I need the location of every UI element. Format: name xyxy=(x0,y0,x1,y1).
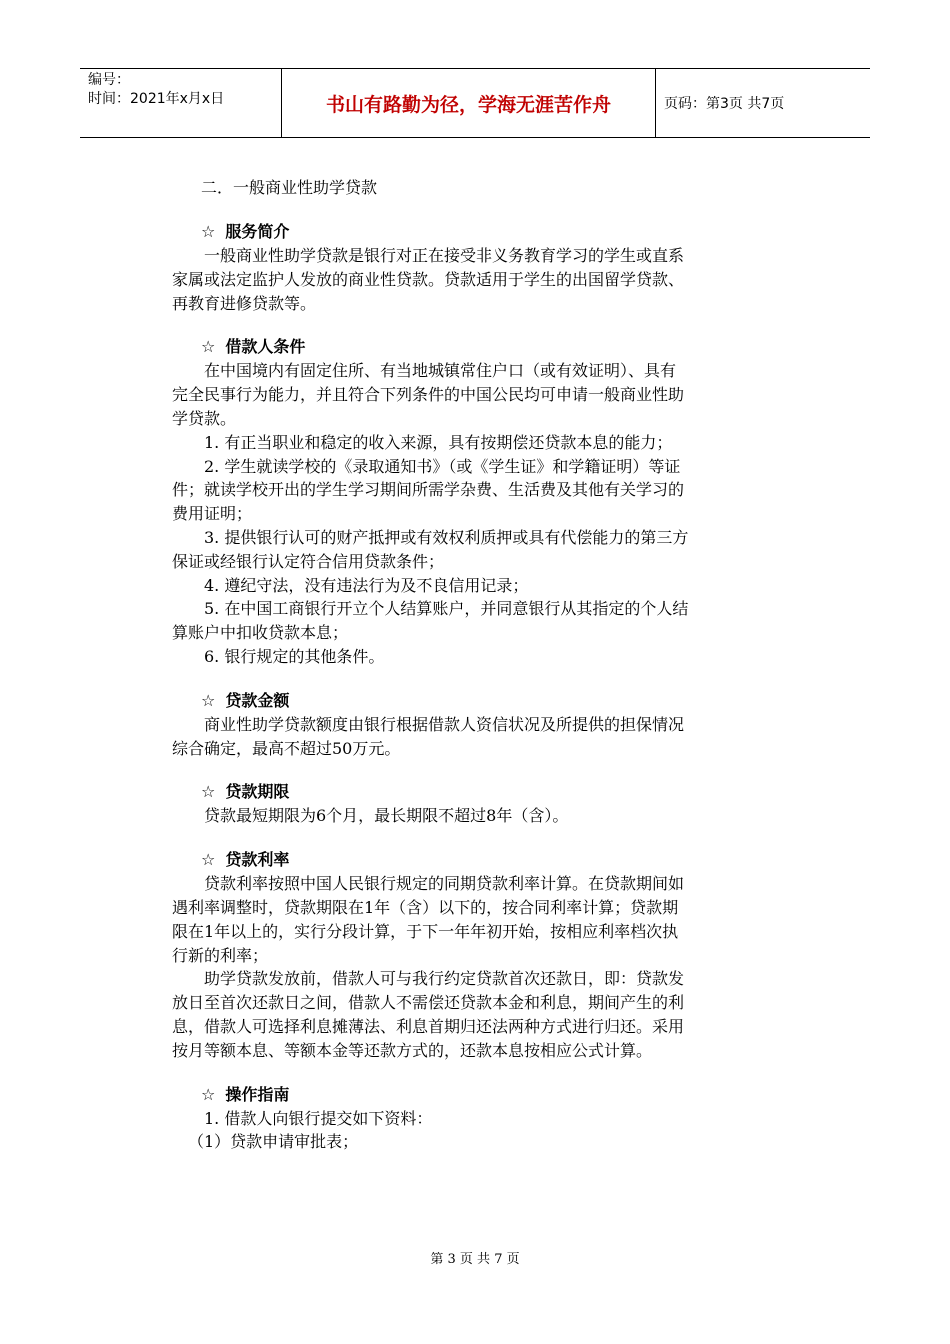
list-item: （1）贷款申请审批表； xyxy=(188,1132,359,1152)
paragraph-line: 商业性助学贷款额度由银行根据借款人资信状况及所提供的担保情况 xyxy=(204,714,685,734)
star-icon: ☆ xyxy=(201,690,216,710)
list-item: 3. 提供银行认可的财产抵押或有效权利质押或具有代偿能力的第三方 xyxy=(204,527,689,547)
paragraph-line: 件；就读学校开出的学生学习期间所需学杂费、生活费及其他有关学习的 xyxy=(172,480,685,500)
paragraph-line: 再教育进修贷款等。 xyxy=(172,293,317,313)
list-item: 6. 银行规定的其他条件。 xyxy=(204,646,385,666)
paragraph-line: 按月等额本息、等额本金等还款方式的，还款本息按相应公式计算。 xyxy=(172,1040,653,1060)
paragraph-line: 家属或法定监护人发放的商业性贷款。贷款适用于学生的出国留学贷款、 xyxy=(172,269,685,289)
paragraph-line: 放日至首次还款日之间，借款人不需偿还贷款本金和利息，期间产生的利 xyxy=(172,993,685,1013)
list-item: 2. 学生就读学校的《录取通知书》（或《学生证》和学籍证明）等证 xyxy=(204,456,681,476)
heading-amount: ☆ 贷款金额 xyxy=(201,690,290,710)
paragraph-line: 学贷款。 xyxy=(172,408,237,428)
paragraph-line: 完全民事行为能力，并且符合下列条件的中国公民均可申请一般商业性助 xyxy=(172,385,685,405)
paragraph-line: 在中国境内有固定住所、有当地城镇常住户口（或有效证明）、具有 xyxy=(204,361,677,381)
page-footer: 第 3 页 共 7 页 xyxy=(430,1252,520,1267)
header-motto: 书山有路勤为径，学海无涯苦作舟 xyxy=(282,69,656,137)
paragraph-line: 限在1年以上的，实行分段计算，于下一年年初开始，按相应利率档次执 xyxy=(172,921,679,941)
header-page-label: 页码：第3页 共7页 xyxy=(664,96,785,112)
paragraph-line: 行新的利率； xyxy=(172,945,269,965)
paragraph-line: 贷款利率按照中国人民银行规定的同期贷款利率计算。在贷款期间如 xyxy=(204,874,685,894)
heading-borrower: ☆ 借款人条件 xyxy=(201,337,306,357)
list-item: 5. 在中国工商银行开立个人结算账户，并同意银行从其指定的个人结 xyxy=(204,599,689,619)
star-icon: ☆ xyxy=(201,782,216,802)
heading-term: ☆ 贷款期限 xyxy=(201,782,290,802)
paragraph-line: 保证或经银行认定符合信用贷款条件； xyxy=(172,551,445,571)
star-icon: ☆ xyxy=(201,1084,216,1104)
paragraph-line: 综合确定，最高不超过50万元。 xyxy=(172,738,401,758)
list-item: 4. 遵纪守法，没有违法行为及不良信用记录； xyxy=(204,575,529,595)
list-item: 1. 借款人向银行提交如下资料： xyxy=(204,1108,433,1128)
heading-guide: ☆ 操作指南 xyxy=(201,1084,290,1104)
paragraph-line: 遇利率调整时，贷款期限在1年（含）以下的，按合同利率计算；贷款期 xyxy=(172,897,679,917)
star-icon: ☆ xyxy=(201,337,216,357)
paragraph-line: 一般商业性助学贷款是银行对正在接受非义务教育学习的学生或直系 xyxy=(204,246,685,265)
paragraph-line: 贷款最短期限为6个月，最长期限不超过8年（含）。 xyxy=(204,806,569,826)
heading-service: ☆ 服务简介 xyxy=(201,222,290,241)
star-icon: ☆ xyxy=(201,222,216,241)
section-title: 二．一般商业性助学贷款 xyxy=(201,178,378,197)
paragraph-line: 费用证明； xyxy=(172,504,253,524)
number-label: 编号： xyxy=(88,72,130,88)
time-label: 时间：2021年x月x日 xyxy=(88,91,225,107)
page-header xyxy=(80,68,870,138)
list-item: 1. 有正当职业和稳定的收入来源，具有按期偿还贷款本息的能力； xyxy=(204,432,673,452)
document-body xyxy=(172,176,792,1154)
paragraph-line: 息，借款人可选择利息摊薄法、利息首期归还法两种方式进行归还。采用 xyxy=(172,1016,685,1036)
header-meta xyxy=(80,69,282,137)
star-icon: ☆ xyxy=(201,850,216,870)
paragraph-line: 助学贷款发放前，借款人可与我行约定贷款首次还款日，即：贷款发 xyxy=(204,969,685,989)
paragraph-line: 算账户中扣收贷款本息； xyxy=(172,623,349,643)
heading-rate: ☆ 贷款利率 xyxy=(201,850,290,870)
